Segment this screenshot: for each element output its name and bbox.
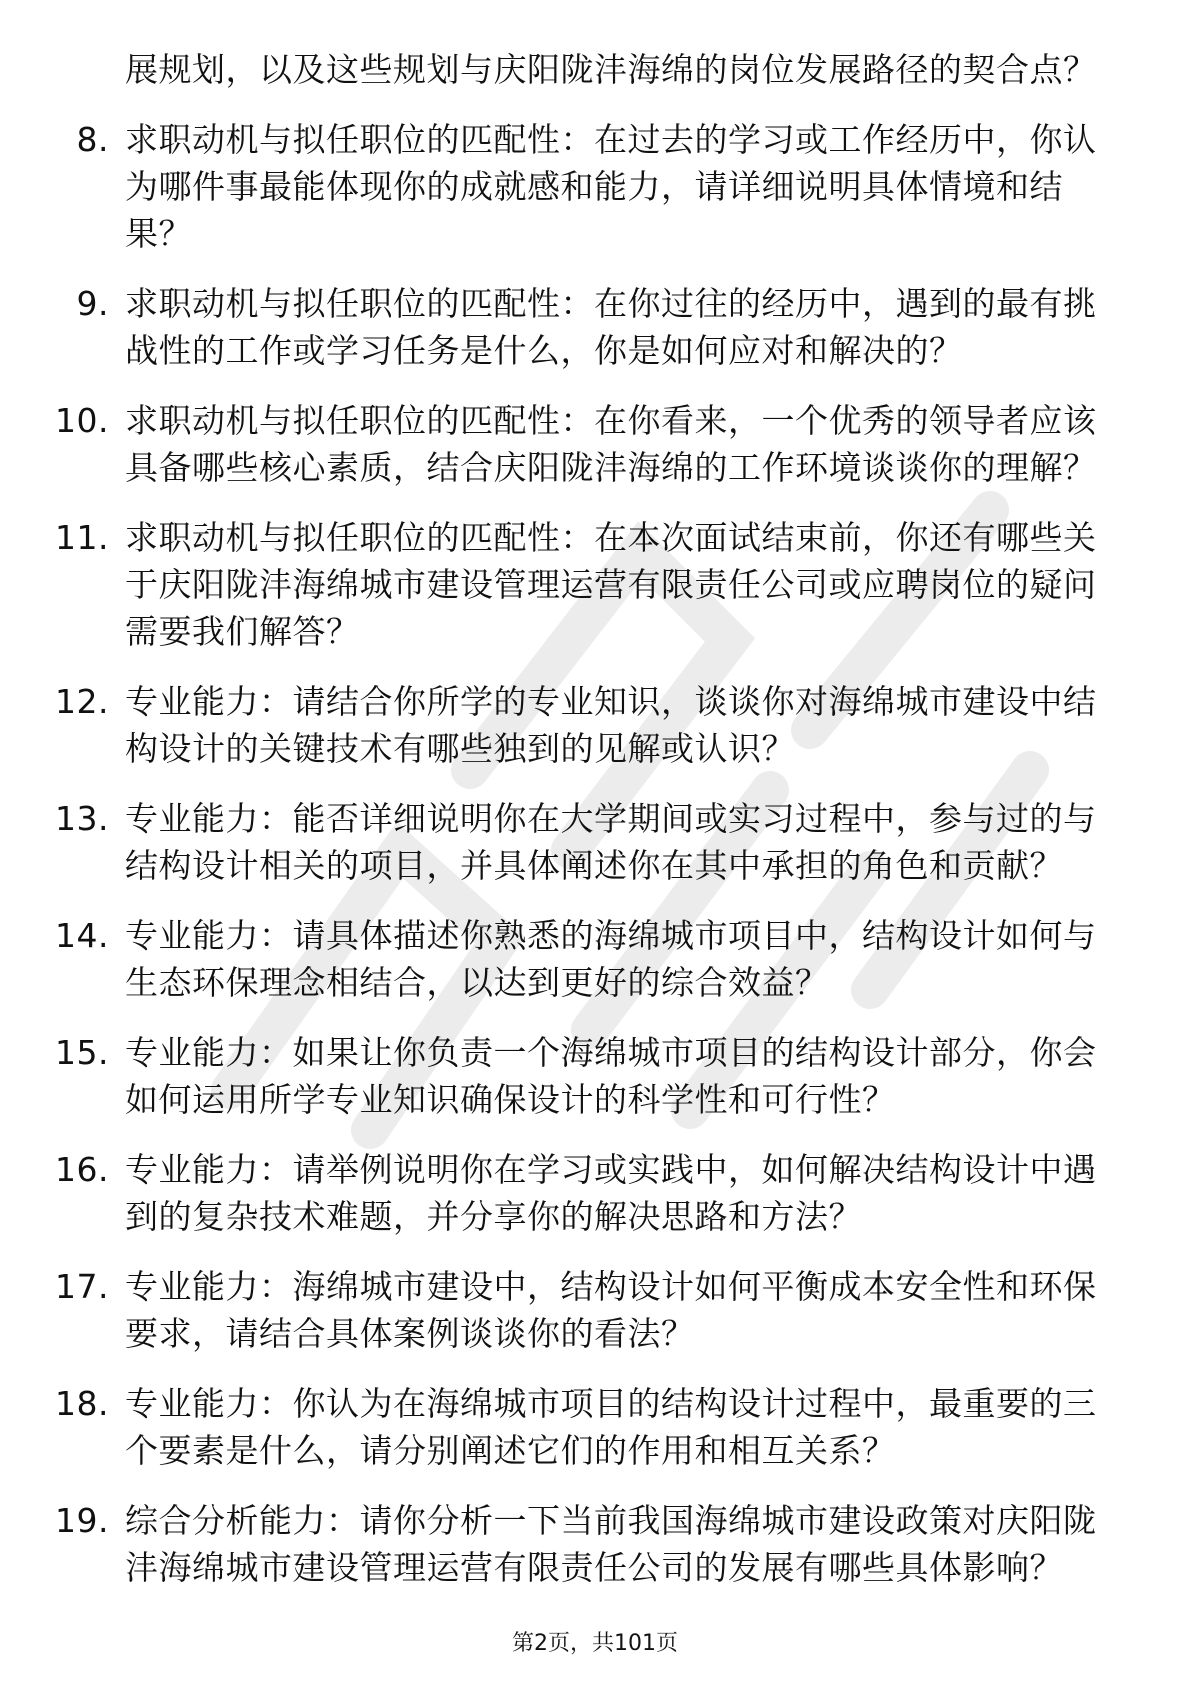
- list-item: [0, 795, 1115, 889]
- list-item-number: 12.: [55, 682, 109, 721]
- list-item-number: 13.: [55, 799, 109, 838]
- list-item-number: 15.: [55, 1033, 109, 1072]
- list-item: [0, 1146, 1115, 1240]
- list-item-text: 求职动机与拟任职位的匹配性：在你看来，一个优秀的领导者应该具备哪些核心素质，结合庆阳陇沣海绵的工作环境谈谈你的理解？: [125, 401, 1097, 487]
- list-item: [0, 46, 1115, 93]
- list-item-text: 专业能力：海绵城市建设中，结构设计如何平衡成本安全性和环保要求，请结合具体案例谈谈你的看法？: [125, 1267, 1097, 1353]
- list-item: [0, 1497, 1115, 1591]
- list-item: [0, 1263, 1115, 1357]
- list-item: [0, 116, 1115, 257]
- list-item-number: 8.: [76, 120, 109, 159]
- list-item-text: 求职动机与拟任职位的匹配性：在过去的学习或工作经历中，你认为哪件事最能体现你的成就感和能力，请详细说明具体情境和结果？: [125, 120, 1097, 253]
- list-item-number: 14.: [55, 916, 109, 955]
- list-item-text: 专业能力：请举例说明你在学习或实践中，如何解决结构设计中遇到的复杂技术难题，并分享你的解决思路和方法？: [125, 1150, 1097, 1236]
- list-item-text: 专业能力：如果让你负责一个海绵城市项目的结构设计部分，你会如何运用所学专业知识确保设计的科学性和可行性？: [125, 1033, 1097, 1119]
- list-item-text: 专业能力：能否详细说明你在大学期间或实习过程中，参与过的与结构设计相关的项目，并具体阐述你在其中承担的角色和贡献？: [125, 799, 1097, 885]
- question-list: [0, 46, 1190, 1614]
- list-item: [0, 1029, 1115, 1123]
- list-item-text: 求职动机与拟任职位的匹配性：在本次面试结束前，你还有哪些关于庆阳陇沣海绵城市建设管理运营有限责任公司或应聘岗位的疑问需要我们解答？: [125, 518, 1097, 651]
- list-item-text: 求职动机与拟任职位的匹配性：在你过往的经历中，遇到的最有挑战性的工作或学习任务是什么，你是如何应对和解决的？: [125, 284, 1097, 370]
- list-item: [0, 280, 1115, 374]
- list-item-text: 专业能力：你认为在海绵城市项目的结构设计过程中，最重要的三个要素是什么，请分别阐述它们的作用和相互关系？: [125, 1384, 1097, 1470]
- list-item-text: 综合分析能力：请你分析一下当前我国海绵城市建设政策对庆阳陇沣海绵城市建设管理运营有限责任公司的发展有哪些具体影响？: [125, 1501, 1097, 1587]
- list-item-text: 展规划，以及这些规划与庆阳陇沣海绵的岗位发展路径的契合点？: [125, 50, 1097, 89]
- list-item-text: 专业能力：请具体描述你熟悉的海绵城市项目中，结构设计如何与生态环保理念相结合，以达到更好的综合效益？: [125, 916, 1097, 1002]
- list-item: [0, 1380, 1115, 1474]
- list-item: [0, 912, 1115, 1006]
- list-item-text: 专业能力：请结合你所学的专业知识，谈谈你对海绵城市建设中结构设计的关键技术有哪些独到的见解或认识？: [125, 682, 1097, 768]
- list-item: [0, 514, 1115, 655]
- list-item-number: 19.: [55, 1501, 109, 1540]
- list-item-number: 16.: [55, 1150, 109, 1189]
- list-item-number: 18.: [55, 1384, 109, 1423]
- list-item: [0, 397, 1115, 491]
- list-item-number: 11.: [55, 518, 109, 557]
- list-item-number: 10.: [55, 401, 109, 440]
- list-item-number: 17.: [55, 1267, 109, 1306]
- page-footer: 第2页，共101页: [512, 1631, 678, 1656]
- list-item: [0, 678, 1115, 772]
- list-item-number: 9.: [76, 284, 109, 323]
